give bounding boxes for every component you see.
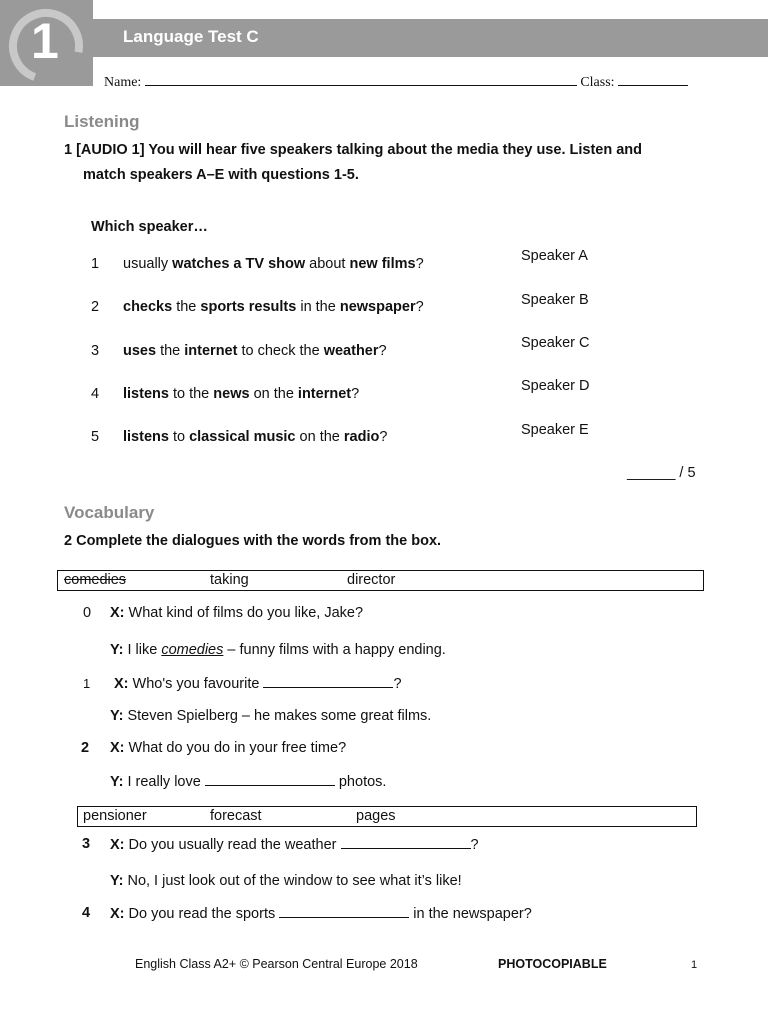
item-3-y-line <box>110 873 462 889</box>
word-box-item: forecast <box>210 808 262 824</box>
item-3-x-post: ? <box>470 837 479 853</box>
question-fragment: to <box>168 429 190 445</box>
question-fragment: ? <box>415 256 424 272</box>
item-4-x-pre: Do you read the sports <box>124 906 280 922</box>
keyword: internet <box>184 343 238 359</box>
question-text <box>123 386 359 402</box>
item-4-x-post: in the newspaper? <box>409 906 532 922</box>
class-field[interactable] <box>618 73 688 86</box>
speaker-x-label: X: <box>110 906 125 922</box>
keyword: newspaper <box>339 299 416 315</box>
word-box-2 <box>77 806 697 827</box>
speaker-x-label: X: <box>110 740 125 756</box>
question-number: 2 <box>91 299 100 315</box>
vocabulary-instruction: 2 Complete the dialogues with the words from the box. <box>64 533 442 549</box>
keyword: watches a TV show <box>172 256 306 272</box>
listening-instruction-line2: match speakers A–E with questions 1-5. <box>83 167 359 183</box>
item-0-number: 0 <box>83 605 92 621</box>
example-answer: comedies <box>161 642 224 658</box>
item-2-y-pre: I really love <box>123 774 205 790</box>
question-number: 3 <box>91 343 100 359</box>
which-speaker-prompt: Which speaker… <box>91 219 208 235</box>
speaker-option[interactable]: Speaker C <box>521 335 590 351</box>
word-box-item: pages <box>356 808 396 824</box>
question-fragment: the <box>156 343 185 359</box>
keyword: new films <box>349 256 416 272</box>
question-number: 4 <box>91 386 100 402</box>
question-fragment: in the <box>296 299 340 315</box>
footer-photocopiable: PHOTOCOPIABLE <box>498 957 607 971</box>
item-1-x-post: ? <box>393 676 402 692</box>
item-4-x-line <box>110 905 532 922</box>
item-1-y-text: Steven Spielberg – he makes some great films. <box>123 708 432 724</box>
question-text <box>123 256 424 272</box>
question-fragment: about <box>305 256 350 272</box>
item-3-y-text: No, I just look out of the window to see what it’s like! <box>123 873 462 889</box>
question-fragment: ? <box>379 429 388 445</box>
keyword: weather <box>323 343 379 359</box>
item-0-x-line <box>110 605 363 621</box>
item-0-x-text: What kind of films do you like, Jake? <box>124 605 364 621</box>
item-2-y-post: photos. <box>334 774 387 790</box>
keyword: internet <box>297 386 352 402</box>
class-label: Class: <box>580 75 615 90</box>
answer-blank[interactable] <box>279 905 409 918</box>
item-2-x-text: What do you do in your free time? <box>124 740 347 756</box>
speaker-y-label: Y: <box>110 774 124 790</box>
page-number: 1 <box>691 959 698 971</box>
listening-score: ______ / 5 <box>627 465 696 481</box>
question-fragment: on the <box>249 386 298 402</box>
item-1-number: 1 <box>83 676 91 691</box>
item-1-x-pre: Who's you favourite <box>128 676 264 692</box>
vocabulary-heading: Vocabulary <box>64 503 155 522</box>
question-number: 5 <box>91 429 100 445</box>
speaker-x-label: X: <box>114 676 129 692</box>
question-fragment: ? <box>415 299 424 315</box>
keyword: classical music <box>189 429 296 445</box>
question-fragment: to check the <box>237 343 324 359</box>
speaker-y-label: Y: <box>110 873 124 889</box>
item-0-y-post: – funny films with a happy ending. <box>223 642 446 658</box>
name-class-line <box>104 73 688 91</box>
unit-logo <box>0 0 93 86</box>
speaker-option[interactable]: Speaker B <box>521 292 589 308</box>
item-1-y-line <box>110 708 431 724</box>
keyword: radio <box>343 429 380 445</box>
item-2-x-line <box>110 740 346 756</box>
item-3-x-line <box>110 836 479 853</box>
word-box-item: pensioner <box>83 808 147 824</box>
unit-number: 1 <box>31 13 59 69</box>
question-fragment: usually <box>123 256 173 272</box>
answer-blank[interactable] <box>205 773 335 786</box>
keyword: sports results <box>200 299 297 315</box>
listening-instruction-line1: 1 [AUDIO 1] You will hear five speakers talking about the media they use. Listen and <box>64 142 643 158</box>
speaker-x-label: X: <box>110 605 125 621</box>
item-3-x-pre: Do you usually read the weather <box>124 837 341 853</box>
speaker-y-label: Y: <box>110 642 124 658</box>
question-text <box>123 343 387 359</box>
speaker-y-label: Y: <box>110 708 124 724</box>
question-number: 1 <box>91 256 100 272</box>
word-box-1 <box>57 570 704 591</box>
keyword: news <box>213 386 250 402</box>
answer-blank[interactable] <box>341 836 471 849</box>
item-0-y-line <box>110 642 446 658</box>
item-2-y-line <box>110 773 386 790</box>
item-2-number: 2 <box>81 740 90 756</box>
footer-copyright: English Class A2+ © Pearson Central Europe 2018 <box>135 957 418 971</box>
name-field[interactable] <box>145 73 577 86</box>
keyword: listens <box>123 386 169 402</box>
keyword: listens <box>123 429 169 445</box>
speaker-x-label: X: <box>110 837 125 853</box>
item-0-y-pre: I like <box>123 642 162 658</box>
speaker-option[interactable]: Speaker A <box>521 248 588 264</box>
speaker-option[interactable]: Speaker D <box>521 378 590 394</box>
word-box-item: comedies <box>64 572 127 588</box>
item-1-x-line <box>114 675 402 692</box>
item-3-number: 3 <box>82 836 91 852</box>
test-title: Language Test C <box>123 27 259 46</box>
question-fragment: ? <box>378 343 387 359</box>
word-box-item: taking <box>210 572 249 588</box>
question-fragment: ? <box>351 386 360 402</box>
question-fragment: on the <box>295 429 344 445</box>
question-text <box>123 429 387 445</box>
listening-heading: Listening <box>64 112 140 131</box>
item-4-number: 4 <box>82 905 91 921</box>
name-label: Name: <box>104 75 142 90</box>
word-box-item: director <box>347 572 396 588</box>
speaker-option[interactable]: Speaker E <box>521 422 589 438</box>
keyword: checks <box>123 299 173 315</box>
question-fragment: to the <box>168 386 214 402</box>
answer-blank[interactable] <box>263 675 393 688</box>
keyword: uses <box>123 343 157 359</box>
question-fragment: the <box>172 299 201 315</box>
question-text <box>123 299 424 315</box>
